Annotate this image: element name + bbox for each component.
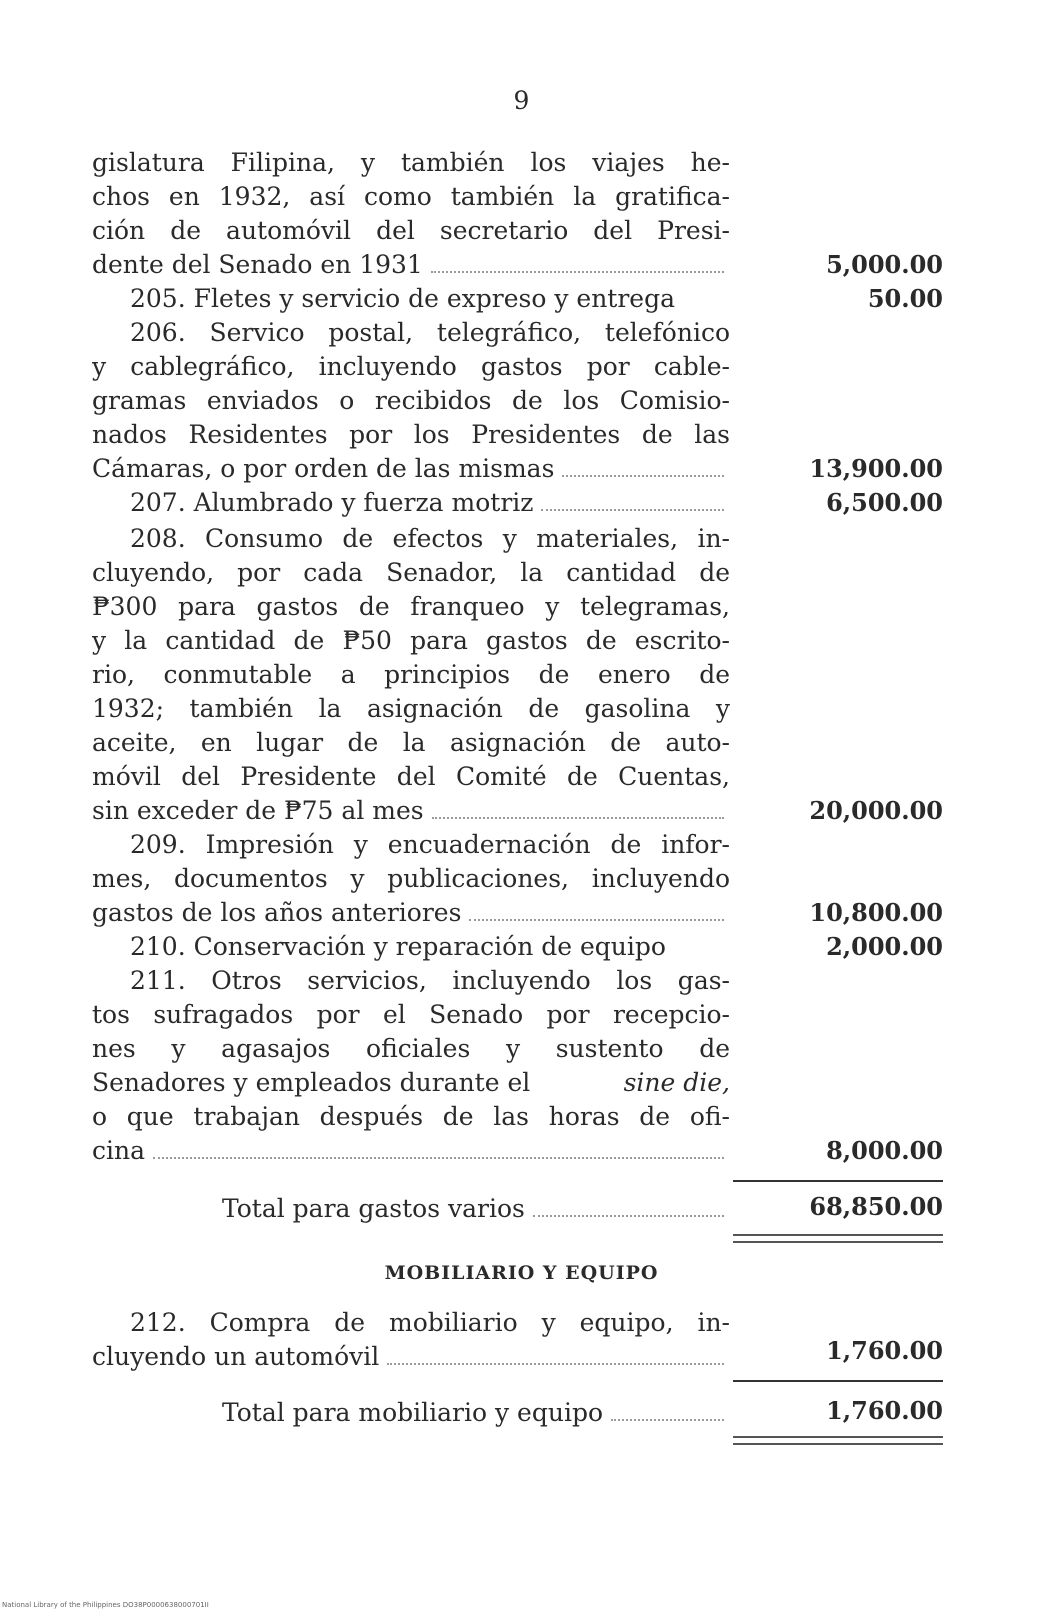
text-line: ción de automóvil del secretario del Presi- <box>92 216 730 245</box>
item-207-text <box>92 486 730 520</box>
item-208-text <box>92 522 730 828</box>
total-varios-label: Total para gastos varios <box>222 1194 525 1223</box>
item-212-text <box>92 1306 730 1374</box>
text-line: cluyendo un automóvil <box>92 1342 380 1371</box>
total-mobiliario-line <box>92 1396 730 1430</box>
dot-leader <box>153 1157 724 1159</box>
text-line: 211. Otros servicios, incluyendo los gas- <box>130 966 730 995</box>
text-segment: Senadores y empleados durante el <box>92 1068 531 1097</box>
dot-leader <box>432 817 724 819</box>
text-line: dente del Senado en 1931 <box>92 250 423 279</box>
text-line: gramas enviados o recibidos de los Comisio- <box>92 386 730 415</box>
text-line: chos en 1932, así como también la gratifica- <box>92 182 730 211</box>
section-heading: MOBILIARIO Y EQUIPO <box>384 1262 659 1284</box>
dot-leader <box>387 1363 724 1365</box>
subtotal-rule <box>733 1180 943 1182</box>
item-206-text <box>92 316 730 486</box>
amount-209: 10,800.00 <box>809 898 943 927</box>
text-line: sin exceder de ₱75 al mes <box>92 796 424 825</box>
text-line: 208. Consumo de efectos y materiales, in- <box>130 524 730 553</box>
amount-206: 13,900.00 <box>809 454 943 483</box>
text-line: 207. Alumbrado y fuerza motriz <box>130 488 534 517</box>
item-204-text <box>92 146 730 282</box>
subtotal-rule <box>733 1380 943 1382</box>
italic-phrase: sine die, <box>623 1068 730 1097</box>
dot-leader <box>469 919 724 921</box>
total-mobiliario-label: Total para mobiliario y equipo <box>222 1398 604 1427</box>
total-varios-amount: 68,850.00 <box>809 1192 943 1221</box>
text-line: mes, documentos y publicaciones, incluyendo <box>92 864 730 893</box>
text-line: 210. Conservación y reparación de equipo <box>130 932 666 961</box>
text-line: nes y agasajos oficiales y sustento de <box>92 1034 730 1063</box>
amount-207: 6,500.00 <box>826 488 943 517</box>
amount-210: 2,000.00 <box>826 932 943 961</box>
text-line: nados Residentes por los Presidentes de las <box>92 420 730 449</box>
page-number: 9 <box>513 86 530 115</box>
total-varios-line <box>92 1192 730 1226</box>
amount-211: 8,000.00 <box>826 1136 943 1165</box>
text-line: 206. Servico postal, telegráfico, telefónico <box>130 318 730 347</box>
text-line: gislatura Filipina, y también los viajes he- <box>92 148 730 177</box>
item-211-text <box>92 964 730 1168</box>
dot-leader <box>533 1215 724 1217</box>
text-line: gastos de los años anteriores <box>92 898 462 927</box>
item-205-text <box>92 282 730 316</box>
text-line-with-italic <box>92 1066 730 1100</box>
amount-205: 50.00 <box>867 284 943 313</box>
text-line: 205. Fletes y servicio de expreso y entrega <box>130 284 676 313</box>
text-line: y la cantidad de ₱50 para gastos de escrito- <box>92 626 730 655</box>
total-mobiliario-amount: 1,760.00 <box>826 1396 943 1425</box>
text-line: 212. Compra de mobiliario y equipo, in- <box>130 1308 730 1337</box>
text-line: Cámaras, o por orden de las mismas <box>92 454 555 483</box>
text-line: 1932; también la asignación de gasolina y <box>92 694 730 723</box>
text-line: y cablegráfico, incluyendo gastos por cable- <box>92 352 730 381</box>
scan-footer: National Library of the Philippines DO38P0000638000701II <box>2 1601 209 1609</box>
dot-leader <box>611 1419 724 1421</box>
text-line: tos sufragados por el Senado por recepcio- <box>92 1000 730 1029</box>
text-line: rio, conmutable a principios de enero de <box>92 660 730 689</box>
item-210-text <box>92 930 730 964</box>
amount-212: 1,760.00 <box>826 1336 943 1365</box>
text-line: cluyendo, por cada Senador, la cantidad de <box>92 558 730 587</box>
dot-leader <box>562 475 724 477</box>
text-line: 209. Impresión y encuadernación de infor- <box>130 830 730 859</box>
text-line: móvil del Presidente del Comité de Cuentas, <box>92 762 730 791</box>
text-line: aceite, en lugar de la asignación de auto- <box>92 728 730 757</box>
text-line: ₱300 para gastos de franqueo y telegramas, <box>92 592 730 621</box>
amount-204: 5,000.00 <box>826 250 943 279</box>
dot-leader <box>541 509 724 511</box>
item-209-text <box>92 828 730 930</box>
total-double-rule <box>733 1436 943 1445</box>
text-line: cina <box>92 1136 146 1165</box>
text-line: o que trabajan después de las horas de ofi- <box>92 1102 730 1131</box>
total-double-rule <box>733 1234 943 1243</box>
dot-leader <box>431 271 724 273</box>
amount-208: 20,000.00 <box>809 796 943 825</box>
